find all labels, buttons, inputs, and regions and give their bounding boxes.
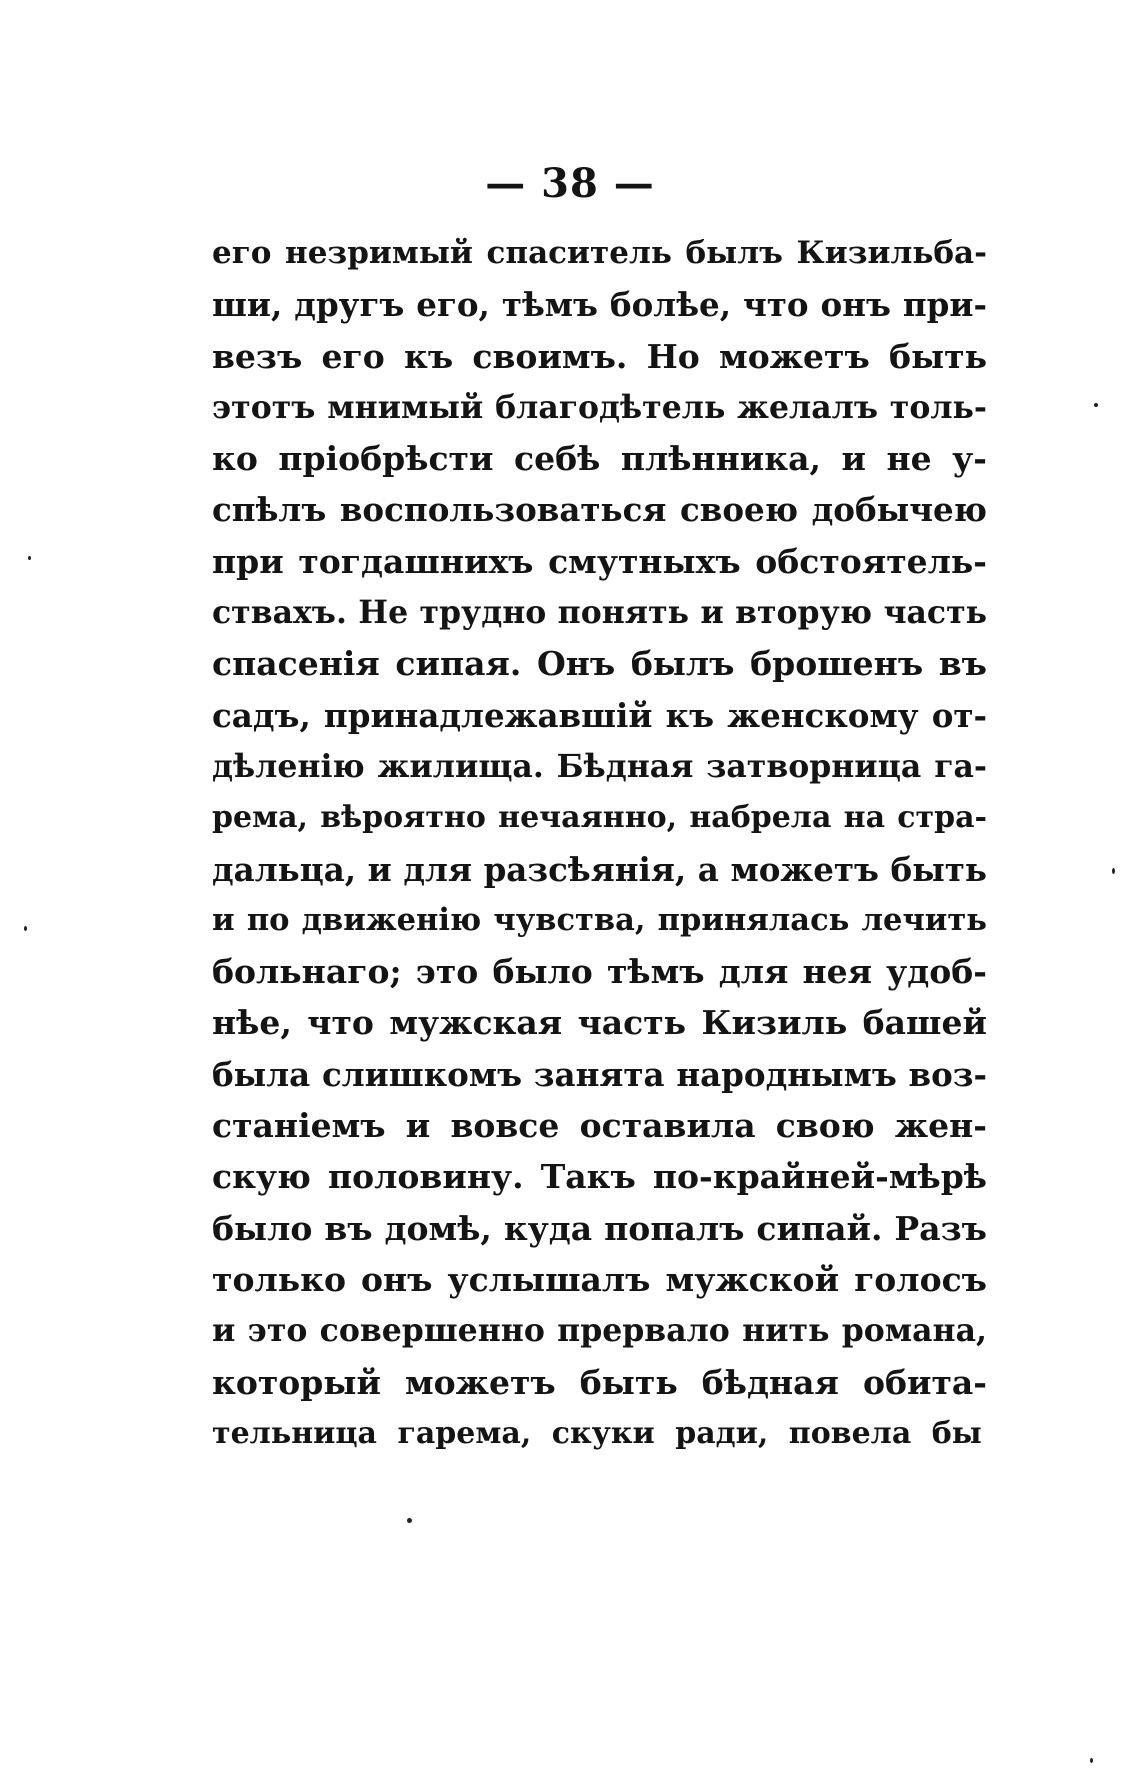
scan-speck: [28, 556, 31, 560]
text-line: больнаго; это было тѣмъ для нея удоб-: [212, 952, 987, 992]
page-number: — 38 —: [485, 160, 655, 207]
text-line: и это совершенно прервало нить романа,: [212, 1312, 987, 1350]
text-line: этотъ мнимый благодѣтель желалъ толь-: [212, 388, 987, 426]
text-line: который можетъ быть бѣдная обита-: [212, 1362, 987, 1402]
text-line: ко пріобрѣсти себѣ плѣнника, и не у-: [212, 439, 987, 479]
text-line: скую половину. Такъ по-крайней-мѣрѣ: [212, 1157, 987, 1197]
text-line: только онъ услышалъ мужской голосъ: [212, 1259, 987, 1299]
text-line: садъ, принадлежавшій къ женскому от-: [212, 695, 987, 735]
text-line: спѣлъ воспользоваться своею добычею: [212, 490, 987, 530]
scan-speck: [24, 926, 27, 931]
scan-speck: [1112, 868, 1115, 874]
text-line: ши, другъ его, тѣмъ болѣе, что онъ при-: [212, 285, 987, 325]
text-line: его незримый спаситель былъ Кизильба-: [212, 235, 987, 271]
text-line: рема, вѣроятно нечаянно, набрела на стра-: [212, 800, 987, 836]
scan-speck: [1094, 403, 1098, 407]
text-line: было въ домѣ, куда попалъ сипай. Разъ: [212, 1208, 987, 1248]
text-line: была слишкомъ занята народнымъ воз-: [212, 1054, 987, 1094]
text-line: при тогдашнихъ смутныхъ обстоятель-: [212, 541, 987, 581]
scan-speck: [407, 1518, 412, 1523]
text-line: нѣе, что мужская часть Кизиль башей: [212, 1003, 987, 1043]
body-text: [212, 228, 987, 1459]
text-line: станіемъ и вовсе оставила свою жен-: [212, 1106, 987, 1146]
text-line: и по движенію чувства, принялась лечить: [212, 901, 987, 938]
text-line: дѣленію жилища. Бѣдная затворница га-: [212, 747, 987, 785]
text-line: тельница гарема, скуки ради, повела бы: [212, 1415, 982, 1451]
scan-speck: [1090, 1758, 1093, 1763]
text-line: ствахъ. Не трудно понять и вторую часть: [212, 594, 987, 632]
text-line: спасенія сипая. Онъ былъ брошенъ въ: [212, 644, 987, 684]
text-line: везъ его къ своимъ. Но можетъ быть: [212, 336, 987, 376]
text-line: дальца, и для разсѣянія, а можетъ быть: [212, 849, 987, 889]
